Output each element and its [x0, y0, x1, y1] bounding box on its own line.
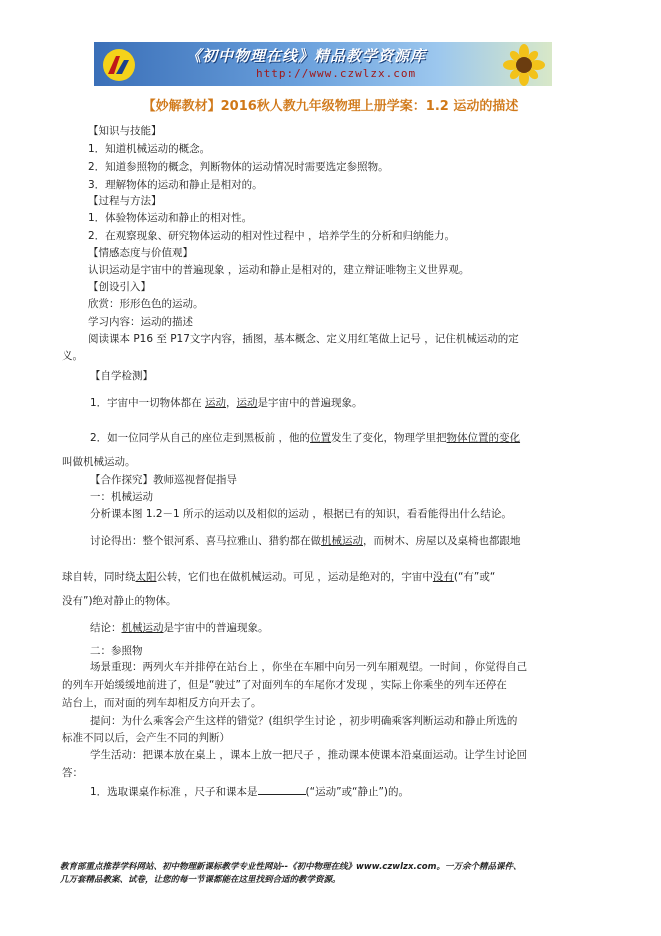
text-segment: 1．选取课桌作标准 ，尺子和课本是	[90, 786, 258, 798]
header-banner	[94, 42, 552, 86]
coop-section-2-heading: 二：参照物	[90, 645, 143, 657]
self-check-item-1	[90, 396, 363, 410]
text-segment: 1．宇宙中一切物体都在	[90, 397, 202, 409]
footer-line-2: 几万套精品教案、试卷，让您的每一节课都能在这里找到合适的教学资源。	[60, 875, 341, 885]
knowledge-item-2: 2．知道参照物的概念，判断物体的运动情况时需要选定参照物。	[88, 161, 389, 173]
text-segment: 公转，它们也在做机械运动。可见 ，运动是绝对的，宇宙中	[156, 571, 433, 583]
footer-line-1: 教育部重点推荐学科网站、初中物理新课标教学专业性网站--《初中物理在线》www.czwlzx.com。一万余个精品课件、	[60, 862, 522, 872]
sunflower-icon	[500, 44, 548, 86]
text-segment: 发生了变化，物理学里把	[331, 432, 447, 444]
conclusion-line	[90, 621, 269, 635]
process-heading: 【过程与方法】	[88, 195, 162, 207]
fill-in-blank[interactable]	[258, 784, 306, 795]
scene-line-2: 的列车开始缓缓地前进了，但是“驶过”了对面列车的车尾你才发现 ，实际上你乘坐的列车还停在	[62, 679, 507, 691]
knowledge-item-3: 3．理解物体的运动和静止是相对的。	[88, 179, 263, 191]
emotion-heading: 【情感态度与价值观】	[88, 247, 193, 259]
answer-underlined: 机械运动	[121, 622, 164, 634]
activity-item-1	[90, 784, 409, 799]
self-check-heading: 【自学检测】	[90, 370, 153, 382]
discussion-line-3: 没有”)绝对静止的物体。	[62, 595, 177, 607]
scene-line-1: 场景重现：两列火车并排停在站台上 ，你坐在车厢中向另一列车厢观望。一时间 ，你觉得自己	[90, 661, 528, 673]
emotion-item-1: 认识运动是宇宙中的普遍现象 ，运动和静止是相对的，建立辩证唯物主义世界观。	[88, 264, 470, 276]
banner-url[interactable]: http://www.czwlzx.com	[256, 67, 417, 80]
process-item-1: 1．体验物体运动和静止的相对性。	[88, 212, 253, 224]
intro-line-1: 欣赏：形形色色的运动。	[88, 298, 204, 310]
knowledge-heading: 【知识与技能】	[88, 125, 162, 137]
text-segment: 球自转，同时绕	[62, 571, 136, 583]
text-segment: ，	[226, 397, 237, 409]
footer	[60, 861, 620, 887]
self-check-item-2	[90, 431, 520, 445]
answer-underlined: 位置	[310, 432, 332, 444]
page-title: 【妙解教材】2016秋人教九年级物理上册学案：1.2 运动的描述	[142, 99, 519, 114]
coop-section-1-text: 分析课本图 1.2－1 所示的运动以及相似的运动 ，根据已有的知识，看看能得出什么结论。	[90, 508, 512, 520]
answer-underlined: 运动	[236, 397, 258, 409]
text-segment: 是宇宙中的普遍现象。	[163, 622, 269, 634]
coop-section-1-heading: 一：机械运动	[90, 491, 153, 503]
activity-line-2: 答：	[62, 767, 83, 779]
answer-underlined: 物体位置的变化	[446, 432, 521, 444]
text-segment: ，而树木、房屋以及桌椅也都跟地	[363, 535, 521, 547]
text-segment: (“运动”或“静止”)的。	[305, 786, 409, 798]
discussion-line-2	[62, 570, 495, 584]
intro-line-3-cont: 义。	[62, 350, 83, 362]
self-check-item-2-cont: 叫做机械运动。	[62, 456, 136, 468]
answer-underlined: 太阳	[135, 571, 157, 583]
scene-line-3: 站台上，而对面的列车却相反方向开去了。	[62, 697, 262, 709]
process-item-2: 2．在观察现象、研究物体运动的相对性过程中 ，培养学生的分析和归纳能力。	[88, 230, 456, 242]
knowledge-item-1: 1．知道机械运动的概念。	[88, 143, 211, 155]
discussion-line-1	[90, 534, 521, 548]
coop-heading: 【合作探究】教师巡视督促指导	[90, 474, 237, 486]
text-segment: (“有”或“	[453, 571, 496, 583]
site-logo-icon	[102, 48, 136, 82]
text-segment: 是宇宙中的普遍现象。	[257, 397, 363, 409]
text-segment: 结论：	[90, 622, 122, 634]
intro-heading: 【创设引入】	[88, 281, 151, 293]
text-segment: 2．如一位同学从自己的座位走到黑板前 ，他的	[90, 432, 311, 444]
question-line-1: 提问：为什么乘客会产生这样的错觉？(组织学生讨论 ，初步明确乘客判断运动和静止所选的	[90, 715, 518, 727]
answer-underlined: 没有	[432, 571, 454, 583]
text-segment: 讨论得出：整个银河系、喜马拉雅山、猎豹都在做	[90, 535, 321, 547]
intro-line-3: 阅读课本 P16 至 P17文字内容，插图，基本概念、定义用红笔做上记号 ，记住机械运动的定	[88, 333, 519, 345]
activity-line-1: 学生活动：把课本放在桌上 ，课本上放一把尺子 ，推动课本使课本沿桌面运动。让学生讨论回	[90, 749, 528, 761]
question-line-2: 标准不同以后，会产生不同的判断）	[62, 732, 230, 744]
answer-underlined: 机械运动	[321, 535, 363, 547]
answer-underlined: 运动	[205, 397, 227, 409]
banner-brand: 《初中物理在线》精品教学资源库	[186, 47, 427, 65]
intro-line-2: 学习内容：运动的描述	[88, 316, 193, 328]
